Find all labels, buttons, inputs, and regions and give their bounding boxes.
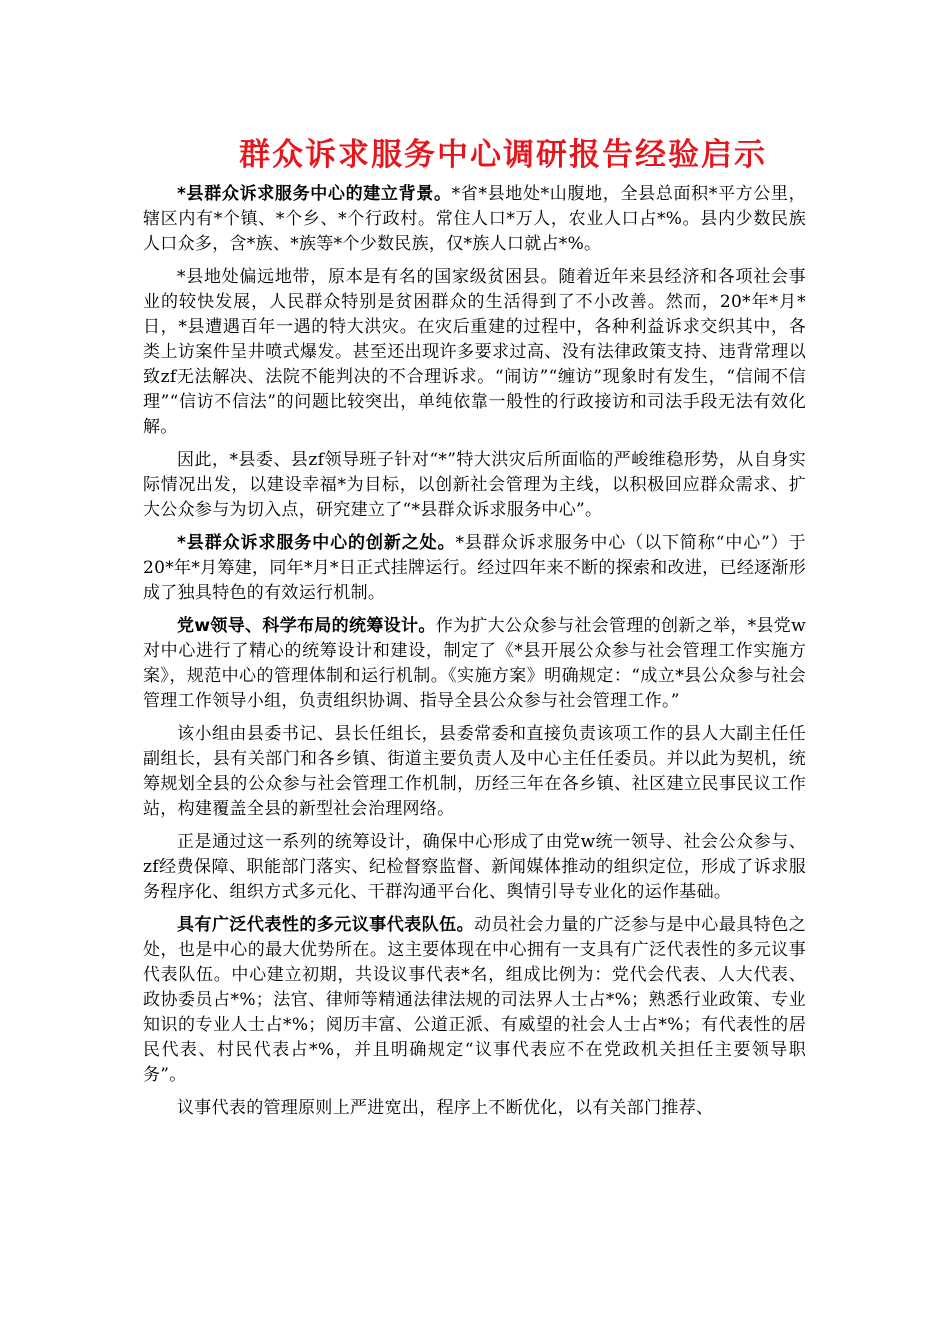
- paragraph: [143, 265, 806, 440]
- paragraph: [143, 448, 806, 523]
- paragraph-text: 议事代表的管理原则上严进宽出，程序上不断优化，以有关部门推荐、: [177, 1098, 714, 1118]
- paragraph-text: 正是通过这一系列的统筹设计，确保中心形成了由党w统一领导、社会公众参与、zf经费保障、职能部门落实、纪检督察监督、新闻媒体推动的组织定位，形成了诉求服务程序化、组织方式多元化、干群沟通平台化、舆情引导专业化的运作基础。: [143, 832, 806, 902]
- paragraph-lead: 具有广泛代表性的多元议事代表队伍。: [177, 915, 475, 935]
- paragraph-text: *县地处偏远地带，原本是有名的国家级贫困县。随着近年来县经济和各项社会事业的较快发展，人民群众特别是贫困群众的生活得到了不小改善。然而，20*年*月*日，*县遭遇百年一遇的特大洪灾。在灾后重建的过程中，各种利益诉求交织其中，各类上访案件呈井喷式爆发。甚至还出现许多要求过高、没有法律政策支持、违背常理以致zf无法解决、法院不能判决的不合理诉求。“闹访”“缠访”现象时有发生，“信闹不信理”“信访不信法”的问题比较突出，单纯依靠一般性的行政接访和司法手段无法有效化解。: [143, 267, 806, 437]
- paragraph-text: *县群众诉求服务中心（以下简称“中心”）于20*年*月筹建，同年*月*日正式挂牌运行。经过四年来不断的探索和改进，已经逐渐形成了独具特色的有效运行机制。: [143, 533, 806, 603]
- paragraph: [143, 722, 806, 822]
- paragraph-text: 作为扩大公众参与社会管理的创新之举，*县党w对中心进行了精心的统筹设计和建设，制定了《*县开展公众参与社会管理工作实施方案》，规范中心的管理体制和运行机制。《实施方案》明确规定：“成立*县公众参与社会管理工作领导小组，负责组织协调、指导全县公众参与社会管理工作。”: [143, 616, 806, 711]
- paragraph: [143, 531, 806, 606]
- paragraph: [143, 830, 806, 905]
- paragraph-text: 因此，*县委、县zf领导班子针对“*”特大洪灾后所面临的严峻维稳形势，从自身实际情况出发，以建设幸福*为目标，以创新社会管理为主线，以积极回应群众需求、扩大公众参与为切入点，研究建立了“*县群众诉求服务中心”。: [143, 450, 806, 520]
- paragraph-lead: 党w领导、科学布局的统筹设计。: [177, 616, 436, 636]
- paragraph-text: *省*县地处*山腹地，全县总面积*平方公里，辖区内有*个镇、*个乡、*个行政村。常住人口*万人，农业人口占*%。县内少数民族人口众多，含*族、*族等*个少数民族，仅*族人口就占*%。: [143, 184, 806, 254]
- paragraph-text: 该小组由县委书记、县长任组长，县委常委和直接负责该项工作的县人大副主任任副组长，县有关部门和各乡镇、街道主要负责人及中心主任任委员。并以此为契机，统筹规划全县的公众参与社会管理工作机制，历经三年在各乡镇、社区建立民事民议工作站，构建覆盖全县的新型社会治理网络。: [143, 724, 806, 819]
- paragraph-text: 动员社会力量的广泛参与是中心最具特色之处，也是中心的最大优势所在。这主要体现在中心拥有一支具有广泛代表性的多元议事代表队伍。中心建立初期，共设议事代表*名，组成比例为：党代会代表、人大代表、政协委员占*%；法官、律师等精通法律法规的司法界人士占*%；熟悉行业政策、专业知识的专业人士占*%；阅历丰富、公道正派、有威望的社会人士占*%；有代表性的居民代表、村民代表占*%，并且明确规定“议事代表应不在党政机关担任主要领导职务”。: [143, 915, 806, 1085]
- paragraph: [143, 1096, 806, 1121]
- paragraph: [143, 182, 806, 257]
- paragraph: [143, 913, 806, 1088]
- document-title: 群众诉求服务中心调研报告经验启示: [239, 137, 767, 173]
- document-body: [143, 182, 806, 1129]
- paragraph-lead: *县群众诉求服务中心的建立背景。: [177, 184, 452, 204]
- paragraph-lead: *县群众诉求服务中心的创新之处。: [177, 533, 456, 553]
- paragraph: [143, 614, 806, 714]
